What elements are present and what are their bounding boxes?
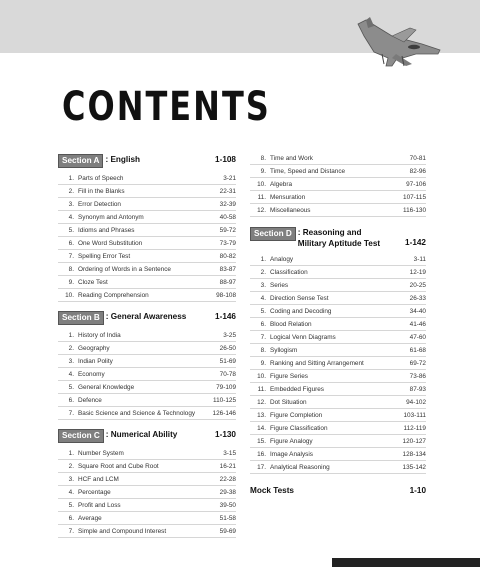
toc-entry-pages: 22-31 bbox=[219, 187, 236, 195]
section-list bbox=[58, 447, 236, 538]
toc-entry-label: Embedded Figures bbox=[270, 385, 324, 393]
toc-entry-pages: 40-58 bbox=[219, 213, 236, 221]
toc-entry-label: Reading Comprehension bbox=[78, 291, 149, 299]
toc-entry-label: Figure Completion bbox=[270, 411, 323, 419]
toc-entry bbox=[250, 178, 426, 191]
toc-entry-pages: 110-125 bbox=[213, 396, 236, 404]
toc-entry-pages: 3-15 bbox=[223, 449, 236, 457]
section-name: : General Awareness bbox=[105, 312, 187, 321]
toc-entry-number: 15. bbox=[257, 437, 266, 445]
toc-entry-pages: 73-79 bbox=[219, 239, 236, 247]
toc-entry bbox=[250, 253, 426, 266]
toc-entry-number: 4. bbox=[68, 488, 74, 496]
toc-entry bbox=[58, 460, 236, 473]
toc-entry bbox=[58, 237, 236, 250]
toc-entry-label: One Word Substitution bbox=[78, 239, 143, 247]
toc-entry-label: Series bbox=[270, 281, 289, 289]
toc-entry-number: 11. bbox=[257, 193, 266, 201]
toc-entry-number: 4. bbox=[68, 370, 74, 378]
toc-entry-pages: 59-72 bbox=[219, 226, 236, 234]
toc-entry-number: 6. bbox=[68, 514, 74, 522]
left-column bbox=[58, 154, 236, 538]
section-heading bbox=[250, 227, 426, 249]
toc-entry-number: 7. bbox=[68, 252, 74, 260]
toc-entry-number: 9. bbox=[260, 359, 266, 367]
toc-entry-number: 12. bbox=[257, 206, 266, 214]
toc-entry bbox=[58, 289, 236, 302]
toc-entry-label: Spelling Error Test bbox=[78, 252, 131, 260]
toc-entry bbox=[58, 486, 236, 499]
toc-entry-pages: 51-69 bbox=[219, 357, 236, 365]
toc-entry-number: 4. bbox=[260, 294, 266, 302]
toc-entry-pages: 107-115 bbox=[403, 193, 426, 201]
toc-entry bbox=[58, 185, 236, 198]
toc-entry-number: 1. bbox=[260, 255, 266, 263]
toc-entry-label: Syllogism bbox=[270, 346, 298, 354]
fighter-jet-image bbox=[352, 14, 444, 72]
toc-entry bbox=[58, 263, 236, 276]
toc-entry-number: 8. bbox=[260, 346, 266, 354]
section-badge: Section D bbox=[250, 227, 296, 241]
toc-entry-pages: 88-97 bbox=[219, 278, 236, 286]
section-badge: Section B bbox=[58, 311, 104, 325]
toc-entry-label: Average bbox=[78, 514, 102, 522]
toc-entry-pages: 26-33 bbox=[409, 294, 426, 302]
toc-entry-pages: 51-58 bbox=[219, 514, 236, 522]
toc-entry-number: 6. bbox=[68, 396, 74, 404]
toc-entry bbox=[250, 165, 426, 178]
toc-entry-pages: 69-72 bbox=[409, 359, 426, 367]
toc-entry-pages: 70-78 bbox=[219, 370, 236, 378]
toc-entry-label: Analogy bbox=[270, 255, 294, 263]
toc-entry-number: 16. bbox=[257, 450, 266, 458]
toc-entry-label: Classification bbox=[270, 268, 308, 276]
section-range: 1-142 bbox=[405, 238, 426, 247]
toc-entry-number: 14. bbox=[257, 424, 266, 432]
toc-entry-label: Square Root and Cube Root bbox=[78, 462, 159, 470]
toc-entry-label: Direction Sense Test bbox=[270, 294, 329, 302]
toc-entry bbox=[250, 204, 426, 217]
toc-entry-number: 12. bbox=[257, 398, 266, 406]
toc-entry bbox=[250, 305, 426, 318]
toc-entry-pages: 20-25 bbox=[409, 281, 426, 289]
toc-entry-number: 10. bbox=[257, 372, 266, 380]
toc-entry bbox=[250, 344, 426, 357]
toc-entry-number: 6. bbox=[68, 239, 74, 247]
toc-entry-pages: 70-81 bbox=[409, 154, 426, 162]
toc-entry-pages: 3-21 bbox=[223, 174, 236, 182]
toc-entry-label: Indian Polity bbox=[78, 357, 113, 365]
section-name bbox=[298, 227, 380, 249]
page-title: CONTENTS bbox=[62, 82, 271, 130]
bottom-bar bbox=[332, 558, 480, 567]
toc-entry-pages: 116-130 bbox=[403, 206, 426, 214]
section-heading bbox=[58, 154, 236, 168]
toc-entry-label: Cloze Test bbox=[78, 278, 108, 286]
toc-entry bbox=[58, 355, 236, 368]
toc-entry-label: Miscellaneous bbox=[270, 206, 311, 214]
toc-entry-pages: 32-39 bbox=[219, 200, 236, 208]
toc-entry bbox=[58, 211, 236, 224]
toc-entry bbox=[58, 381, 236, 394]
toc-entry-label: Time, Speed and Distance bbox=[270, 167, 346, 175]
toc-entry-label: Figure Classification bbox=[270, 424, 328, 432]
section-range: 1-130 bbox=[215, 430, 236, 439]
toc-entry-number: 3. bbox=[68, 357, 74, 365]
toc-entry bbox=[58, 473, 236, 486]
toc-entry-label: Algebra bbox=[270, 180, 293, 188]
toc-entry bbox=[250, 422, 426, 435]
toc-entry bbox=[250, 461, 426, 474]
toc-entry-number: 3. bbox=[68, 200, 74, 208]
toc-entry-pages: 39-50 bbox=[219, 501, 236, 509]
toc-entry-pages: 112-119 bbox=[403, 424, 426, 432]
toc-entry-pages: 103-111 bbox=[403, 411, 426, 419]
toc-entry-pages: 128-134 bbox=[402, 450, 426, 458]
toc-entry-label: Geography bbox=[78, 344, 110, 352]
toc-entry-label: General Knowledge bbox=[78, 383, 135, 391]
section-range: 1-146 bbox=[215, 312, 236, 321]
toc-entry bbox=[58, 250, 236, 263]
toc-entry bbox=[58, 447, 236, 460]
section-name: : English bbox=[105, 155, 141, 164]
section-list bbox=[58, 329, 236, 420]
toc-entry-label: Fill in the Blanks bbox=[78, 187, 125, 195]
toc-entry bbox=[58, 407, 236, 420]
toc-entry bbox=[250, 331, 426, 344]
toc-entry-number: 6. bbox=[260, 320, 266, 328]
toc-entry-pages: 94-102 bbox=[406, 398, 426, 406]
toc-entry-number: 2. bbox=[260, 268, 266, 276]
toc-entry bbox=[58, 329, 236, 342]
toc-entry bbox=[250, 383, 426, 396]
toc-entry-number: 3. bbox=[260, 281, 266, 289]
toc-entry-number: 5. bbox=[260, 307, 266, 315]
toc-entry-number: 7. bbox=[68, 527, 74, 535]
toc-entry bbox=[250, 152, 426, 165]
toc-entry-number: 13. bbox=[257, 411, 266, 419]
toc-entry-label: Image Analysis bbox=[270, 450, 313, 458]
toc-entry-number: 5. bbox=[68, 226, 74, 234]
toc-entry-label: Parts of Speech bbox=[78, 174, 124, 182]
section-range: 1-108 bbox=[215, 155, 236, 164]
toc-entry bbox=[58, 198, 236, 211]
mock-tests-label: Mock Tests bbox=[250, 486, 294, 495]
toc-entry bbox=[58, 342, 236, 355]
toc-entry-pages: 82-96 bbox=[409, 167, 426, 175]
toc-entry-label: Blood Relation bbox=[270, 320, 312, 328]
toc-entry-number: 8. bbox=[68, 265, 74, 273]
toc-entry-pages: 22-28 bbox=[219, 475, 236, 483]
toc-entry bbox=[58, 224, 236, 237]
toc-entry-label: Defence bbox=[78, 396, 102, 404]
toc-entry-pages: 83-87 bbox=[219, 265, 236, 273]
toc-entry-label: Number System bbox=[78, 449, 124, 457]
section-badge: Section A bbox=[58, 154, 103, 168]
toc-entry-pages: 29-38 bbox=[219, 488, 236, 496]
toc-entry-pages: 120-127 bbox=[402, 437, 426, 445]
section-heading bbox=[58, 311, 236, 325]
section-list bbox=[250, 152, 426, 217]
toc-entry-pages: 126-146 bbox=[212, 409, 236, 417]
toc-entry-pages: 16-21 bbox=[219, 462, 236, 470]
toc-entry-number: 10. bbox=[257, 180, 266, 188]
toc-entry-label: Analytical Reasoning bbox=[270, 463, 330, 471]
toc-entry-label: Coding and Decoding bbox=[270, 307, 332, 315]
toc-entry-number: 2. bbox=[68, 344, 74, 352]
toc-entry-number: 11. bbox=[257, 385, 266, 393]
mock-tests-heading bbox=[250, 486, 426, 495]
toc-entry-label: Dot Situation bbox=[270, 398, 307, 406]
toc-entry-pages: 61-68 bbox=[409, 346, 426, 354]
toc-entry-number: 10. bbox=[65, 291, 74, 299]
toc-entry-label: Mensuration bbox=[270, 193, 306, 201]
toc-entry-label: History of India bbox=[78, 331, 121, 339]
toc-entry-pages: 26-50 bbox=[219, 344, 236, 352]
toc-entry-number: 5. bbox=[68, 501, 74, 509]
toc-entry bbox=[250, 396, 426, 409]
toc-entry-pages: 41-46 bbox=[409, 320, 426, 328]
toc-entry-pages: 97-106 bbox=[406, 180, 426, 188]
toc-entry-number: 17. bbox=[257, 463, 266, 471]
toc-entry-pages: 79-109 bbox=[216, 383, 236, 391]
toc-entry-number: 8. bbox=[260, 154, 266, 162]
toc-entry-label: Basic Science and Science & Technology bbox=[78, 409, 196, 417]
toc-entry-number: 2. bbox=[68, 187, 74, 195]
section-badge: Section C bbox=[58, 429, 104, 443]
toc-entry-pages: 135-142 bbox=[402, 463, 426, 471]
toc-entry bbox=[250, 448, 426, 461]
toc-entry-label: Figure Analogy bbox=[270, 437, 313, 445]
toc-entry bbox=[58, 368, 236, 381]
section-list bbox=[250, 253, 426, 474]
toc-entry bbox=[58, 499, 236, 512]
toc-entry-label: Time and Work bbox=[270, 154, 313, 162]
toc-entry-number: 9. bbox=[260, 167, 266, 175]
toc-entry-number: 1. bbox=[68, 174, 74, 182]
toc-entry bbox=[58, 394, 236, 407]
toc-entry bbox=[250, 370, 426, 383]
toc-entry-label: Profit and Loss bbox=[78, 501, 121, 509]
toc-entry-number: 7. bbox=[260, 333, 266, 341]
toc-entry-pages: 47-60 bbox=[409, 333, 426, 341]
toc-entry-number: 4. bbox=[68, 213, 74, 221]
section-name: : Numerical Ability bbox=[105, 430, 178, 439]
toc-entry-label: Synonym and Antonym bbox=[78, 213, 144, 221]
toc-entry bbox=[58, 276, 236, 289]
toc-entry-label: Simple and Compound Interest bbox=[78, 527, 167, 535]
toc-entry-pages: 59-69 bbox=[219, 527, 236, 535]
toc-entry-number: 2. bbox=[68, 462, 74, 470]
toc-entry bbox=[58, 512, 236, 525]
toc-entry-label: Ranking and Sitting Arrangement bbox=[270, 359, 364, 367]
toc-entry-number: 5. bbox=[68, 383, 74, 391]
section-heading bbox=[58, 429, 236, 443]
toc-entry-pages: 73-86 bbox=[409, 372, 426, 380]
toc-entry-number: 9. bbox=[68, 278, 74, 286]
toc-entry-label: Idioms and Phrases bbox=[78, 226, 135, 234]
toc-entry bbox=[250, 357, 426, 370]
toc-entry bbox=[250, 292, 426, 305]
mock-tests-range: 1-10 bbox=[409, 486, 426, 495]
toc-entry-label: Percentage bbox=[78, 488, 111, 496]
toc-entry-label: Logical Venn Diagrams bbox=[270, 333, 336, 341]
toc-entry-pages: 3-25 bbox=[223, 331, 236, 339]
toc-entry-label: Economy bbox=[78, 370, 105, 378]
toc-entry bbox=[58, 172, 236, 185]
toc-entry bbox=[250, 279, 426, 292]
section-name-line1: : Reasoning and bbox=[297, 228, 362, 237]
right-column bbox=[250, 152, 426, 495]
toc-entry-number: 7. bbox=[68, 409, 74, 417]
toc-entry-number: 1. bbox=[68, 331, 74, 339]
toc-entry bbox=[250, 435, 426, 448]
toc-entry-pages: 87-93 bbox=[409, 385, 426, 393]
toc-entry bbox=[250, 318, 426, 331]
toc-entry bbox=[250, 266, 426, 279]
toc-entry-label: Error Detection bbox=[78, 200, 121, 208]
toc-entry bbox=[250, 191, 426, 204]
toc-entry-pages: 34-40 bbox=[409, 307, 426, 315]
toc-entry-number: 1. bbox=[68, 449, 74, 457]
toc-entry-pages: 98-108 bbox=[216, 291, 236, 299]
section-name-line2: Military Aptitude Test bbox=[297, 239, 381, 248]
toc-entry bbox=[250, 409, 426, 422]
toc-entry-number: 3. bbox=[68, 475, 74, 483]
toc-entry-pages: 80-82 bbox=[219, 252, 236, 260]
toc-entry-label: Figure Series bbox=[270, 372, 309, 380]
toc-entry-pages: 3-11 bbox=[413, 255, 426, 263]
section-list bbox=[58, 172, 236, 302]
toc-entry bbox=[58, 525, 236, 538]
toc-entry-label: HCF and LCM bbox=[78, 475, 119, 483]
toc-entry-label: Ordering of Words in a Sentence bbox=[78, 265, 171, 273]
toc-entry-pages: 12-19 bbox=[409, 268, 426, 276]
